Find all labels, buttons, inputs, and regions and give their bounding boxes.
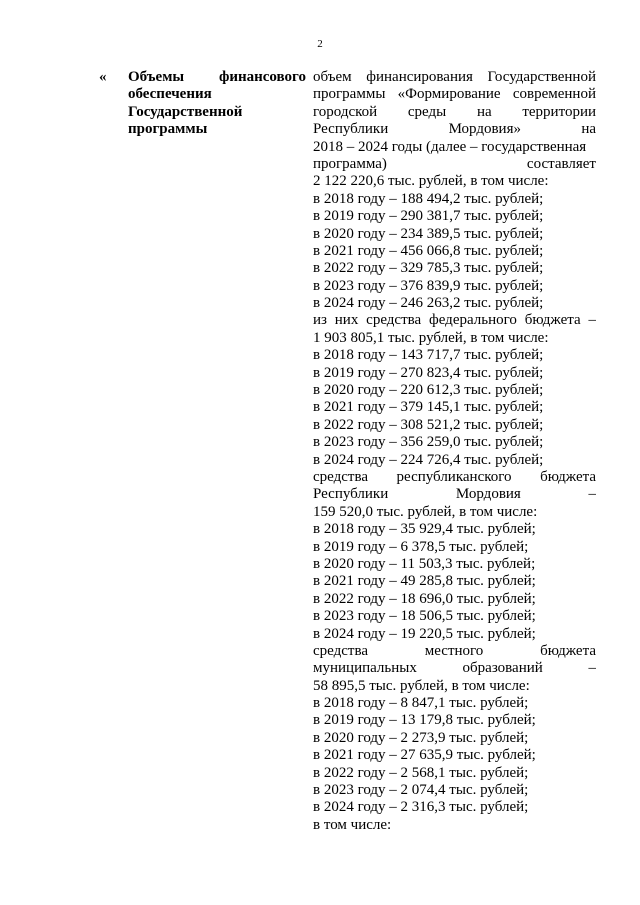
- financing-line: в 2021 году – 456 066,8 тыс. рублей;: [313, 242, 544, 259]
- financing-line: 2018 – 2024 годы (далее – государственная: [313, 138, 587, 155]
- financing-line: в 2024 году – 19 220,5 тыс. рублей;: [313, 625, 536, 642]
- financing-line: в 2018 году – 143 717,7 тыс. рублей;: [313, 347, 544, 364]
- financing-line: в 2023 году – 356 259,0 тыс. рублей;: [313, 434, 544, 451]
- financing-line: в 2019 году – 6 378,5 тыс. рублей;: [313, 538, 529, 555]
- opening-quote-mark: «: [99, 69, 107, 85]
- financing-line: в 2019 году – 13 179,8 тыс. рублей;: [313, 712, 536, 729]
- financing-line: программа) составляет: [313, 155, 596, 172]
- financing-line: в 2022 году – 2 568,1 тыс. рублей;: [313, 764, 529, 781]
- financing-line: в 2024 году – 2 316,3 тыс. рублей;: [313, 799, 529, 816]
- financing-line: Республики Мордовия –: [313, 486, 596, 503]
- financing-line: 58 895,5 тыс. рублей, в том числе:: [313, 677, 530, 694]
- financing-heading: [128, 69, 306, 139]
- financing-line: в 2020 году – 234 389,5 тыс. рублей;: [313, 225, 544, 242]
- financing-line: в 2019 году – 290 381,7 тыс. рублей;: [313, 208, 544, 225]
- financing-details: [313, 69, 596, 834]
- page-number: 2: [317, 38, 323, 50]
- financing-line: в 2022 году – 329 785,3 тыс. рублей;: [313, 260, 544, 277]
- financing-line: в 2021 году – 49 285,8 тыс. рублей;: [313, 573, 536, 590]
- financing-line: в 2022 году – 18 696,0 тыс. рублей;: [313, 590, 536, 607]
- financing-line: городской среды на территории: [313, 103, 596, 120]
- financing-line: в 2020 году – 11 503,3 тыс. рублей;: [313, 555, 536, 572]
- financing-line: 2 122 220,6 тыс. рублей, в том числе:: [313, 173, 549, 190]
- financing-line: Республики Мордовия» на: [313, 121, 596, 138]
- financing-line: в том числе:: [313, 816, 392, 833]
- financing-line: муниципальных образований –: [313, 660, 596, 677]
- financing-line: в 2018 году – 35 929,4 тыс. рублей;: [313, 521, 536, 538]
- financing-line: в 2023 году – 376 839,9 тыс. рублей;: [313, 277, 544, 294]
- financing-line: в 2020 году – 220 612,3 тыс. рублей;: [313, 382, 544, 399]
- financing-line: программы «Формирование современной: [313, 86, 596, 103]
- financing-line: в 2023 году – 2 074,4 тыс. рублей;: [313, 782, 529, 799]
- financing-line: в 2024 году – 224 726,4 тыс. рублей;: [313, 451, 544, 468]
- financing-line: в 2018 году – 8 847,1 тыс. рублей;: [313, 695, 529, 712]
- financing-line: средства местного бюджета: [313, 642, 596, 659]
- financing-line: средства республиканского бюджета: [313, 468, 596, 485]
- heading-line: обеспечения: [128, 86, 212, 103]
- heading-line: Объемы финансового: [128, 69, 306, 85]
- financing-line: из них средства федерального бюджета –: [313, 312, 596, 329]
- financing-line: в 2021 году – 27 635,9 тыс. рублей;: [313, 747, 536, 764]
- financing-line: объем финансирования Государственной: [313, 69, 596, 85]
- financing-line: в 2024 году – 246 263,2 тыс. рублей;: [313, 295, 544, 312]
- financing-line: в 2018 году – 188 494,2 тыс. рублей;: [313, 190, 544, 207]
- financing-line: в 2023 году – 18 506,5 тыс. рублей;: [313, 608, 536, 625]
- financing-line: в 2020 году – 2 273,9 тыс. рублей;: [313, 729, 529, 746]
- financing-line: 1 903 805,1 тыс. рублей, в том числе:: [313, 329, 549, 346]
- financing-line: в 2021 году – 379 145,1 тыс. рублей;: [313, 399, 544, 416]
- financing-line: в 2019 году – 270 823,4 тыс. рублей;: [313, 364, 544, 381]
- financing-line: в 2022 году – 308 521,2 тыс. рублей;: [313, 416, 544, 433]
- financing-line: 159 520,0 тыс. рублей, в том числе:: [313, 503, 538, 520]
- heading-line: Государственной: [128, 103, 243, 120]
- heading-line: программы: [128, 121, 208, 138]
